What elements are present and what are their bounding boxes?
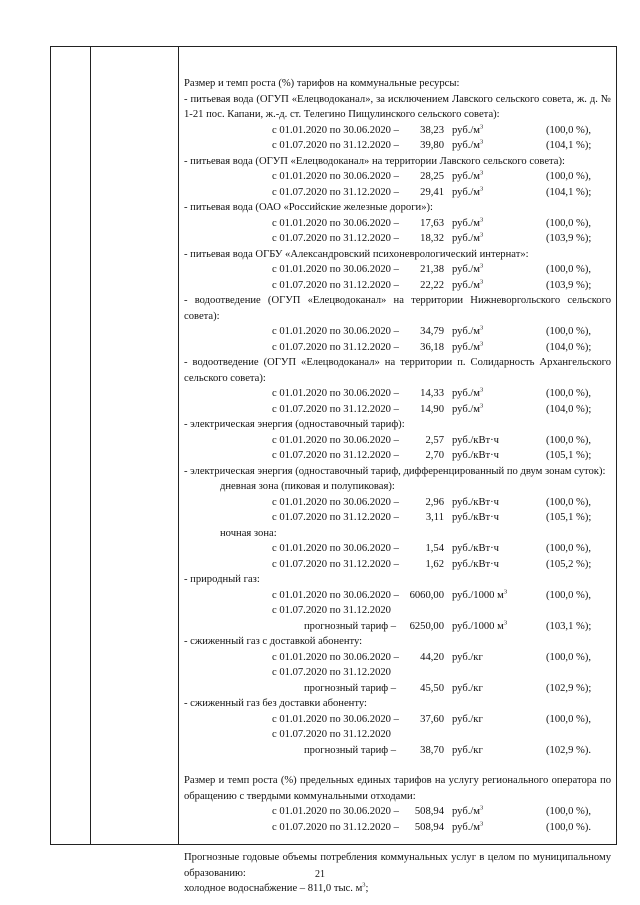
unit: руб./кВт·ч bbox=[452, 558, 499, 570]
unit: $руб./м^3$ bbox=[452, 262, 484, 275]
unit: руб./кг bbox=[452, 713, 483, 725]
tariff-value: 37,60 bbox=[420, 713, 444, 725]
period: с 01.01.2020 по 30.06.2020 – bbox=[272, 713, 399, 725]
tariff-row bbox=[184, 216, 611, 232]
waste-heading: Размер и темп роста (%) предельных единых тарифов на услугу регионального оператора по обращению с твердыми коммунальными отходами: bbox=[184, 775, 611, 802]
day-rows bbox=[184, 495, 611, 526]
tariff-row bbox=[184, 340, 611, 356]
tariff-row bbox=[184, 386, 611, 402]
tariff-value: 17,63 bbox=[420, 217, 444, 229]
tariff-value: 2,96 bbox=[425, 496, 444, 508]
growth-percent: (105,1 %); bbox=[546, 450, 592, 461]
tariff-row bbox=[184, 402, 611, 418]
unit-exponent: 3 bbox=[480, 386, 484, 394]
unit: $руб./м^3$ bbox=[452, 169, 484, 182]
zone-label: ночная зона: bbox=[220, 527, 277, 539]
tariff-value: 28,25 bbox=[420, 171, 444, 182]
growth-percent: (100,0 %), bbox=[546, 543, 592, 554]
tariff-row bbox=[184, 495, 611, 511]
unit: руб./кВт·ч bbox=[452, 543, 499, 554]
growth-percent: (100,0 %). bbox=[546, 821, 592, 833]
unit-exponent: 3 bbox=[480, 184, 484, 192]
column-divider bbox=[90, 47, 91, 844]
tariff-row bbox=[184, 138, 611, 154]
period: с 01.01.2020 по 30.06.2020 – bbox=[272, 434, 399, 446]
night-rows bbox=[184, 541, 611, 572]
tariff-value: 2,70 bbox=[425, 450, 444, 461]
unit-exponent: 3 bbox=[480, 138, 484, 146]
period: с 01.01.2020 по 30.06.2020 – bbox=[272, 326, 399, 337]
growth-percent: (105,2 %); bbox=[546, 558, 592, 570]
unit: $руб./м^3$ bbox=[452, 231, 484, 244]
tariff-value: 39,80 bbox=[420, 140, 444, 151]
unit: руб./кг bbox=[452, 744, 483, 756]
unit: $руб./м^3$ bbox=[452, 401, 484, 415]
period: с 01.01.2020 по 30.06.2020 – bbox=[272, 589, 399, 601]
growth-percent: (103,9 %); bbox=[546, 279, 592, 291]
unit: $руб./м^3$ bbox=[452, 339, 484, 353]
section-heading: - питьевая вода (ОГУП «Елецводоканал» на территории Лавского сельского совета): bbox=[184, 155, 565, 167]
unit: $руб./м^3$ bbox=[452, 804, 484, 817]
unit-exponent: 3 bbox=[480, 122, 484, 130]
section-heading: - водоотведение (ОГУП «Елецводоканал» на территории п. Солидарность Архангельского сельского совета): bbox=[184, 357, 611, 384]
unit-exponent: 3 bbox=[503, 618, 508, 626]
tariff-row bbox=[184, 588, 611, 604]
tariff-row bbox=[184, 820, 611, 836]
forecast-label: прогнозный тариф – bbox=[304, 620, 397, 632]
growth-percent: (104,0 %); bbox=[546, 341, 592, 353]
period: с 01.01.2020 по 30.06.2020 – bbox=[272, 806, 399, 817]
unit: $руб./м^3$ bbox=[452, 138, 484, 151]
tariff-value: 21,38 bbox=[420, 264, 444, 275]
tariff-value: 6060,00 bbox=[409, 589, 444, 601]
tariff-value: 44,20 bbox=[420, 651, 444, 663]
tariff-value: 1,54 bbox=[425, 543, 444, 554]
tariff-value: 14,33 bbox=[420, 388, 444, 399]
growth-percent: (100,0 %), bbox=[546, 589, 592, 601]
unit: руб./кВт·ч bbox=[452, 496, 499, 508]
unit-exponent: 3 bbox=[480, 262, 484, 270]
period: с 01.01.2020 по 30.06.2020 – bbox=[272, 217, 399, 229]
tariff-row bbox=[184, 557, 611, 573]
tariff-row bbox=[184, 619, 611, 635]
period: с 01.07.2020 по 31.12.2020 – bbox=[272, 512, 399, 523]
tariff-sections bbox=[184, 92, 611, 464]
section-heading: - электрическая энергия (одноставочный тариф, дифференцированный по двум зонам суток): bbox=[184, 465, 606, 477]
period: с 01.01.2020 по 30.06.2020 – bbox=[272, 171, 399, 182]
tariff-value: 508,94 bbox=[414, 806, 444, 817]
unit-exponent: 3 bbox=[480, 339, 484, 347]
growth-percent: (102,9 %). bbox=[546, 744, 592, 756]
period: с 01.07.2020 по 31.12.2020 – bbox=[272, 450, 399, 461]
period: с 01.07.2020 по 31.12.2020 – bbox=[272, 558, 399, 570]
tariff-value: 508,94 bbox=[414, 821, 444, 833]
period: с 01.01.2020 по 30.06.2020 – bbox=[272, 264, 399, 275]
growth-percent: (100,0 %), bbox=[546, 171, 592, 182]
growth-percent: (100,0 %), bbox=[546, 124, 592, 136]
tariff-row bbox=[184, 712, 611, 728]
unit: руб./1000 $м^3$ bbox=[452, 618, 508, 632]
tariff-row bbox=[184, 169, 611, 185]
period: с 01.07.2020 по 31.12.2020 – bbox=[272, 341, 399, 353]
period-row bbox=[184, 603, 611, 619]
tariff-value: 38,70 bbox=[420, 744, 444, 756]
tariff-value: 38,23 bbox=[420, 124, 444, 136]
electric-diff-section bbox=[184, 464, 611, 573]
growth-percent: (103,9 %); bbox=[546, 233, 592, 244]
section-heading: - питьевая вода ОГБУ «Александровский психоневрологический интернат»: bbox=[184, 248, 529, 260]
growth-percent: (103,1 %); bbox=[546, 620, 592, 632]
column-divider bbox=[178, 47, 179, 844]
growth-percent: (104,0 %); bbox=[546, 403, 592, 415]
growth-percent: (100,0 %), bbox=[546, 217, 592, 229]
unit: руб./1000 $м^3$ bbox=[452, 587, 508, 601]
intro-text: Размер и темп роста (%) тарифов на коммунальные ресурсы: bbox=[184, 78, 460, 89]
unit: $руб./м^3$ bbox=[452, 819, 484, 833]
unit: руб./кг bbox=[452, 651, 483, 663]
unit-exponent: 3 bbox=[480, 401, 484, 409]
section-heading: - природный газ: bbox=[184, 574, 260, 585]
tariff-value: 14,90 bbox=[420, 403, 444, 415]
unit-exponent: 3 bbox=[480, 215, 484, 223]
tariff-row bbox=[184, 231, 611, 247]
unit: $руб./м^3$ bbox=[452, 386, 484, 399]
period: с 01.07.2020 по 31.12.2020 – bbox=[272, 140, 399, 151]
tariff-value: 36,18 bbox=[420, 341, 444, 353]
period-row bbox=[184, 665, 611, 681]
period: с 01.07.2020 по 31.12.2020 bbox=[272, 605, 391, 616]
tariff-content bbox=[184, 76, 611, 897]
growth-percent: (100,0 %), bbox=[546, 388, 592, 399]
period: с 01.07.2020 по 31.12.2020 – bbox=[272, 279, 399, 291]
section-heading: - питьевая вода (ОАО «Российские железные дороги»): bbox=[184, 202, 433, 213]
period: с 01.07.2020 по 31.12.2020 – bbox=[272, 186, 399, 198]
growth-percent: (105,1 %); bbox=[546, 512, 592, 523]
period: с 01.01.2020 по 30.06.2020 – bbox=[272, 543, 399, 554]
unit-exponent: 3 bbox=[480, 169, 484, 177]
growth-percent: (100,0 %), bbox=[546, 264, 592, 275]
period: с 01.01.2020 по 30.06.2020 – bbox=[272, 388, 399, 399]
section-heading: - электрическая энергия (одноставочный тариф): bbox=[184, 419, 405, 430]
zone-label: дневная зона (пиковая и полупиковая): bbox=[220, 481, 395, 492]
growth-percent: (100,0 %), bbox=[546, 326, 592, 337]
section-heading: - сжиженный газ с доставкой абоненту: bbox=[184, 636, 363, 647]
period: с 01.07.2020 по 31.12.2020 bbox=[272, 729, 391, 740]
tariff-value: 45,50 bbox=[420, 682, 444, 694]
unit-exponent: 3 bbox=[480, 804, 484, 812]
forecast-label: прогнозный тариф – bbox=[304, 682, 397, 694]
unit-exponent: 3 bbox=[480, 231, 484, 239]
forecast-line: холодное водоснабжение – 811,0 тыс. $м^3$; bbox=[184, 881, 369, 894]
unit-exponent: 3 bbox=[480, 277, 484, 285]
tariff-row bbox=[184, 123, 611, 139]
lpg-delivery-section bbox=[184, 634, 611, 696]
unit-exponent: 3 bbox=[503, 587, 508, 595]
tariff-value: 2,57 bbox=[425, 434, 444, 446]
growth-percent: (102,9 %); bbox=[546, 682, 592, 694]
unit: руб./кВт·ч bbox=[452, 450, 499, 461]
growth-percent: (104,1 %); bbox=[546, 186, 592, 198]
growth-percent: (100,0 %), bbox=[546, 806, 592, 817]
section-heading: - питьевая вода (ОГУП «Елецводоканал», за исключением Лавского сельского совета, ж. д. № 1-21 пос. Капани, ж.-д. ст. Телегино Пищулинского сельского совета): bbox=[184, 93, 611, 120]
unit: $руб./м^3$ bbox=[452, 277, 484, 291]
tariff-row bbox=[184, 681, 611, 697]
tariff-value: 18,32 bbox=[420, 233, 444, 244]
unit: $руб./м^3$ bbox=[452, 122, 484, 136]
forecast-label: прогнозный тариф – bbox=[304, 744, 397, 756]
waste-rows bbox=[184, 804, 611, 835]
page-number: 21 bbox=[315, 869, 325, 880]
section-heading: - сжиженный газ без доставки абоненту: bbox=[184, 698, 367, 709]
period: с 01.07.2020 по 31.12.2020 – bbox=[272, 821, 399, 833]
unit-exponent: 3 bbox=[480, 324, 484, 332]
tariff-row bbox=[184, 448, 611, 464]
tariff-value: 29,41 bbox=[420, 186, 444, 198]
unit: руб./кВт·ч bbox=[452, 434, 499, 446]
tariff-row bbox=[184, 510, 611, 526]
tariff-row bbox=[184, 541, 611, 557]
unit: $руб./м^3$ bbox=[452, 215, 484, 229]
tariff-value: 34,79 bbox=[420, 326, 444, 337]
growth-percent: (100,0 %), bbox=[546, 434, 592, 446]
growth-percent: (100,0 %), bbox=[546, 713, 592, 725]
period: с 01.07.2020 по 31.12.2020 – bbox=[272, 403, 399, 415]
tariff-row bbox=[184, 278, 611, 294]
tariff-value: 1,62 bbox=[425, 558, 444, 570]
section-heading: - водоотведение (ОГУП «Елецводоканал» на территории Нижневоргольского сельского совета): bbox=[184, 295, 611, 322]
period-row bbox=[184, 727, 611, 743]
period: с 01.01.2020 по 30.06.2020 – bbox=[272, 496, 399, 508]
tariff-row bbox=[184, 743, 611, 759]
gas-section bbox=[184, 572, 611, 634]
forecast-heading: Прогнозные годовые объемы потребления коммунальных услуг в целом по муниципальному образованию: bbox=[184, 852, 611, 879]
tariff-value: 3,11 bbox=[425, 512, 444, 523]
lpg-nodelivery-section bbox=[184, 696, 611, 758]
tariff-row bbox=[184, 185, 611, 201]
period: с 01.01.2020 по 30.06.2020 – bbox=[272, 651, 399, 663]
tariff-row bbox=[184, 324, 611, 340]
growth-percent: (100,0 %), bbox=[546, 496, 592, 508]
tariff-row bbox=[184, 262, 611, 278]
growth-percent: (104,1 %); bbox=[546, 140, 592, 151]
unit-exponent: 3 bbox=[480, 819, 484, 827]
period: с 01.07.2020 по 31.12.2020 – bbox=[272, 233, 399, 244]
tariff-value: 6250,00 bbox=[409, 620, 444, 632]
tariff-row bbox=[184, 650, 611, 666]
growth-percent: (100,0 %), bbox=[546, 651, 592, 663]
period: с 01.07.2020 по 31.12.2020 bbox=[272, 667, 391, 678]
period: с 01.01.2020 по 30.06.2020 – bbox=[272, 124, 399, 136]
unit: $руб./м^3$ bbox=[452, 184, 484, 198]
tariff-row bbox=[184, 804, 611, 820]
unit: $руб./м^3$ bbox=[452, 324, 484, 337]
tariff-value: 22,22 bbox=[420, 279, 444, 291]
unit: руб./кВт·ч bbox=[452, 512, 499, 523]
tariff-row bbox=[184, 433, 611, 449]
unit: руб./кг bbox=[452, 682, 483, 694]
